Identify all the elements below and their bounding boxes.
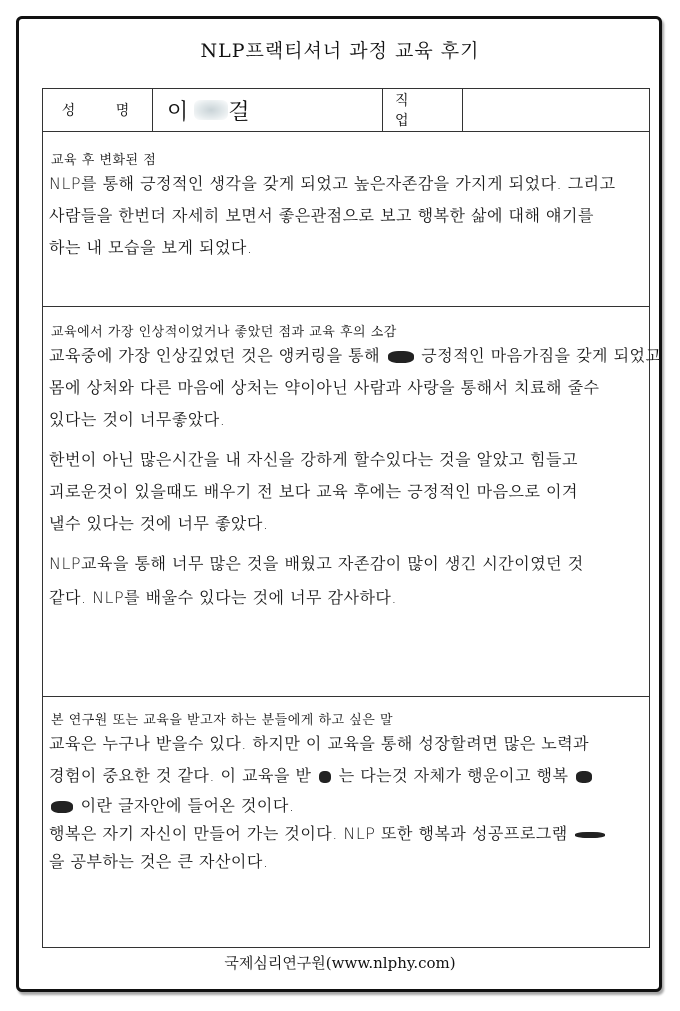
name-value (153, 89, 383, 131)
line-segment: 이란 글자안에 들어온 것이다. (80, 796, 295, 815)
section-heading: 교육 후 변화된 점 (51, 153, 157, 168)
scribble-mark (319, 771, 331, 783)
scribble-mark (576, 771, 592, 783)
section-message (43, 697, 649, 947)
scribble-mark (575, 832, 605, 838)
section-changes (43, 131, 649, 307)
redacted-blur (194, 100, 228, 120)
handwritten-line: 있다는 것이 너무좋았다. (49, 410, 226, 429)
line-segment: 행복은 자기 자신이 만들어 가는 것이다. NLP 또한 행복과 성공프로그램 (49, 824, 568, 843)
name-handwritten: 이 (167, 99, 189, 125)
review-form (42, 88, 662, 948)
handwritten-line: 몸에 상처와 다른 마음에 상처는 약이아닌 사람과 사랑을 통해서 치료해 줄수 (49, 378, 600, 397)
section-heading: 본 연구원 또는 교육을 받고자 하는 분들에게 하고 싶은 말 (51, 713, 394, 728)
handwritten-line: 교육은 누구나 받을수 있다. 하지만 이 교육을 통해 성장할려면 많은 노력과 (49, 734, 590, 753)
name-handwritten-tail: 걸 (228, 99, 250, 125)
document-title: NLP프랙티셔너 과정 교육 후기 (200, 40, 480, 62)
section-impressions (43, 307, 662, 697)
job-label: 직 업 (383, 89, 463, 131)
info-row (43, 89, 649, 132)
line-segment: 는 다는것 자체가 행운이고 행복 (338, 766, 569, 785)
footer-institute: 국제심리연구원(www.nlphy.com) (224, 954, 456, 972)
line-segment: 경험이 중요한 것 같다. 이 교육을 받 (49, 766, 312, 785)
handwritten-line: NLP를 통해 긍정적인 생각을 갖게 되었고 높은자존감을 가지게 되었다. 그리고 (49, 174, 616, 193)
scribble-mark (388, 351, 414, 363)
handwritten-line: 하는 내 모습을 보게 되었다. (49, 238, 253, 257)
handwritten-line: 한번이 아닌 많은시간을 내 자신을 강하게 할수있다는 것을 알았고 힘들고 (49, 450, 578, 469)
handwritten-line: 같다. NLP를 배울수 있다는 것에 너무 감사하다. (49, 588, 397, 607)
line-segment: 긍정적인 마음가짐을 갖게 되었고 (421, 346, 662, 365)
handwritten-line: 을 공부하는 것은 큰 자산이다. (49, 852, 269, 871)
handwritten-line (49, 763, 594, 786)
handwritten-line: 괴로운것이 있을때도 배우기 전 보다 교육 후에는 긍정적인 마음으로 이겨 (49, 482, 578, 501)
name-label: 성 명 (43, 89, 153, 131)
handwritten-line (49, 793, 294, 816)
section-heading: 교육에서 가장 인상적이었거나 좋았던 점과 교육 후의 소감 (51, 325, 397, 340)
handwritten-line: 사람들을 한번더 자세히 보면서 좋은관점으로 보고 행복한 삶에 대해 얘기를 (49, 206, 594, 225)
job-value (463, 89, 649, 131)
line-segment: 교육중에 가장 인상깊었던 것은 앵커링을 통해 (49, 346, 381, 365)
handwritten-line: 낼수 있다는 것에 너무 좋았다. (49, 514, 269, 533)
scribble-mark (51, 801, 73, 813)
handwritten-line (49, 821, 607, 844)
handwritten-line: NLP교육을 통해 너무 많은 것을 배웠고 자존감이 많이 생긴 시간이였던 것 (49, 554, 584, 573)
handwritten-line (49, 343, 661, 366)
